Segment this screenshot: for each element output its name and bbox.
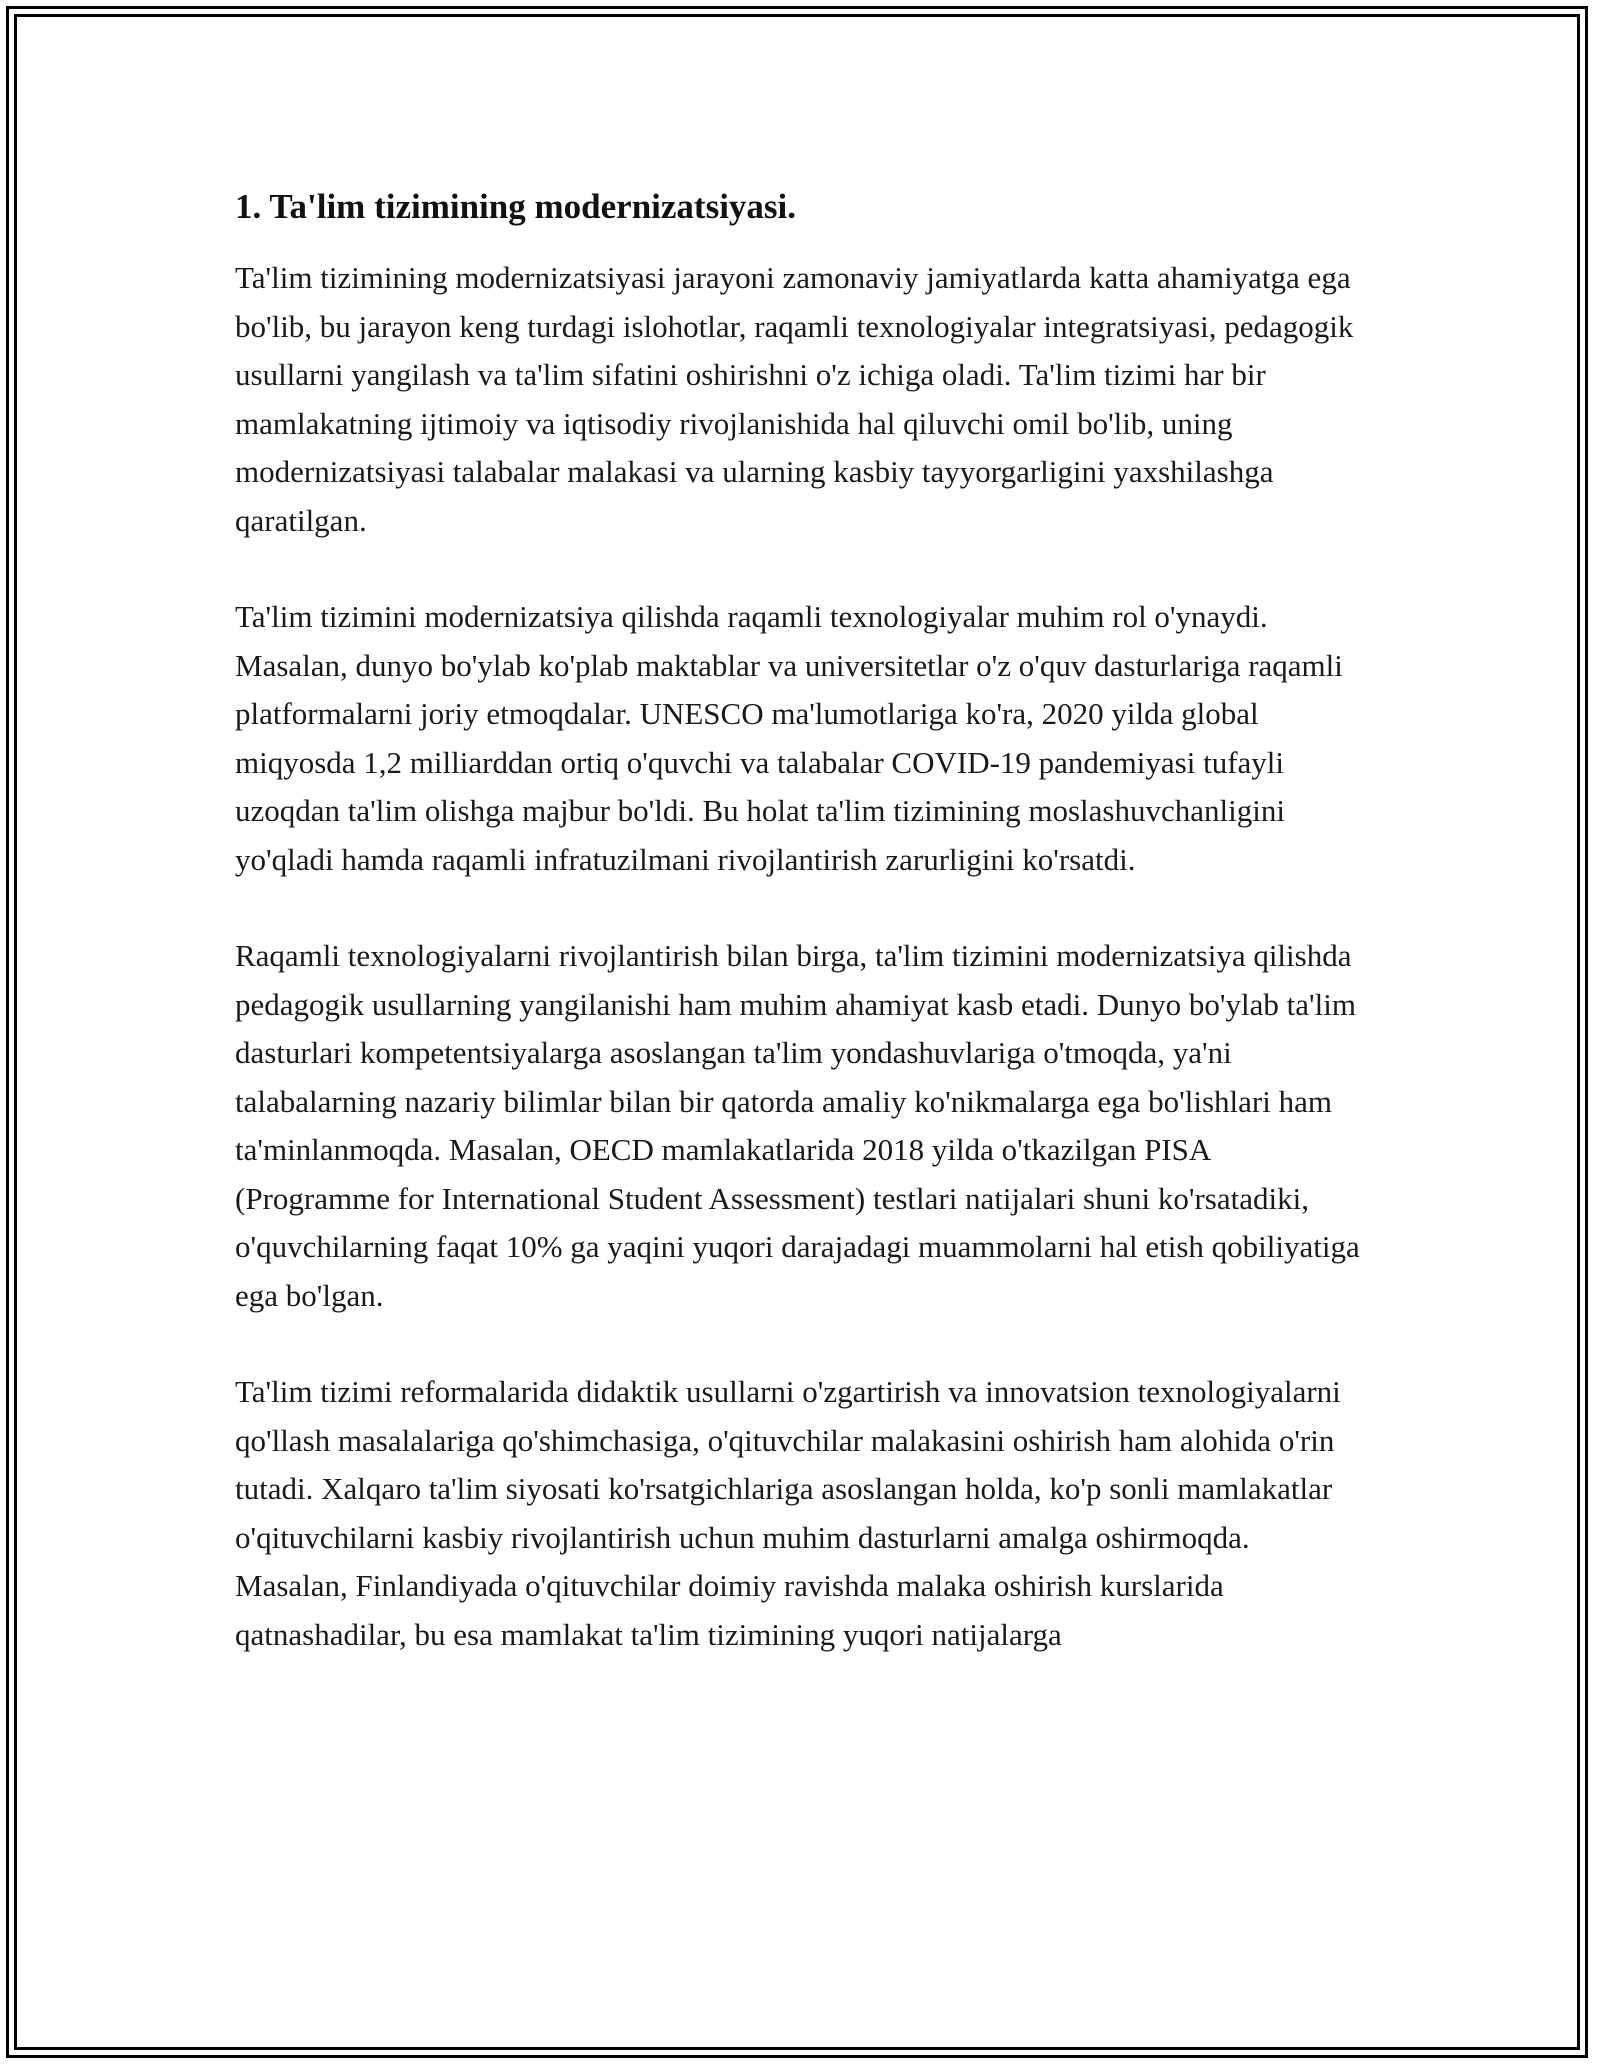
paragraph-2: Ta'lim tizimini modernizatsiya qilishda raqamli texnologiyalar muhim rol o'ynaydi. Masalan, dunyo bo'ylab ko'plab maktablar va universitetlar o'z o'quv dasturlariga raqamli platformalarni joriy etmoqdalar. UNESCO ma'lumotlariga ko'ra, 2020 yilda global miqyosda 1,2 milliarddan ortiq o'quvchi va talabalar COVID-19 pandemiyasi tufayli uzoqdan ta'lim olishga majbur bo'ldi. Bu holat ta'lim tizimining moslashuvchanligini yo'qladi hamda raqamli infratuzilmani rivojlantirish zarurligini ko'rsatdi.: [235, 599, 1343, 877]
paragraph-4: Ta'lim tizimi reformalarida didaktik usullarni o'zgartirish va innovatsion texnologiyalarni qo'llash masalalariga qo'shimchasiga, o'qituvchilar malakasini oshirish ham alohida o'rin tutadi. Xalqaro ta'lim siyosati ko'rsatgichlariga asoslangan holda, ko'p sonli mamlakatlar o'qituvchilarni kasbiy rivojlantirish uchun muhim dasturlarni amalga oshirmoqda. Masalan, Finlandiyada o'qituvchilar doimiy ravishda malaka oshirish kurslarida qatnashadilar, bu esa mamlakat ta'lim tizimining yuqori natijalarga: [235, 1374, 1341, 1652]
paragraph-3: Raqamli texnologiyalarni rivojlantirish bilan birga, ta'lim tizimini modernizatsiya qilishda pedagogik usullarning yangilanishi ham muhim ahamiyat kasb etadi. Dunyo bo'ylab ta'lim dasturlari kompetentsiyalarga asoslangan ta'lim yondashuvlariga o'tmoqda, ya'ni talabalarning nazariy bilimlar bilan bir qatorda amaliy ko'nikmalarga ega bo'lishlari ham ta'minlanmoqda. Masalan, OECD mamlakatlarida 2018 yilda o'tkazilgan PISA (Programme for International Student Assessment) testlari natijalari shuni ko'rsatadiki, o'quvchilarning faqat 10% ga yaqini yuqori darajadagi muammolarni hal etish qobiliyatiga ega bo'lgan.: [235, 938, 1360, 1313]
document-body: [235, 186, 1370, 1659]
paragraph-1: Ta'lim tizimining modernizatsiyasi jarayoni zamonaviy jamiyatlarda katta ahamiyatga ega bo'lib, bu jarayon keng turdagi islohotlar, raqamli texnologiyalar integratsiyasi, pedagogik usullarni yangilash va ta'lim sifatini oshirishni o'z ichiga oladi. Ta'lim tizimi har bir mamlakatning ijtimoiy va iqtisodiy rivojlanishida hal qiluvchi omil bo'lib, uning modernizatsiyasi talabalar malakasi va ularning kasbiy tayyorgarligini yaxshilashga qaratilgan.: [235, 260, 1354, 538]
section-heading: 1. Ta'lim tizimining modernizatsiyasi.: [235, 187, 797, 226]
